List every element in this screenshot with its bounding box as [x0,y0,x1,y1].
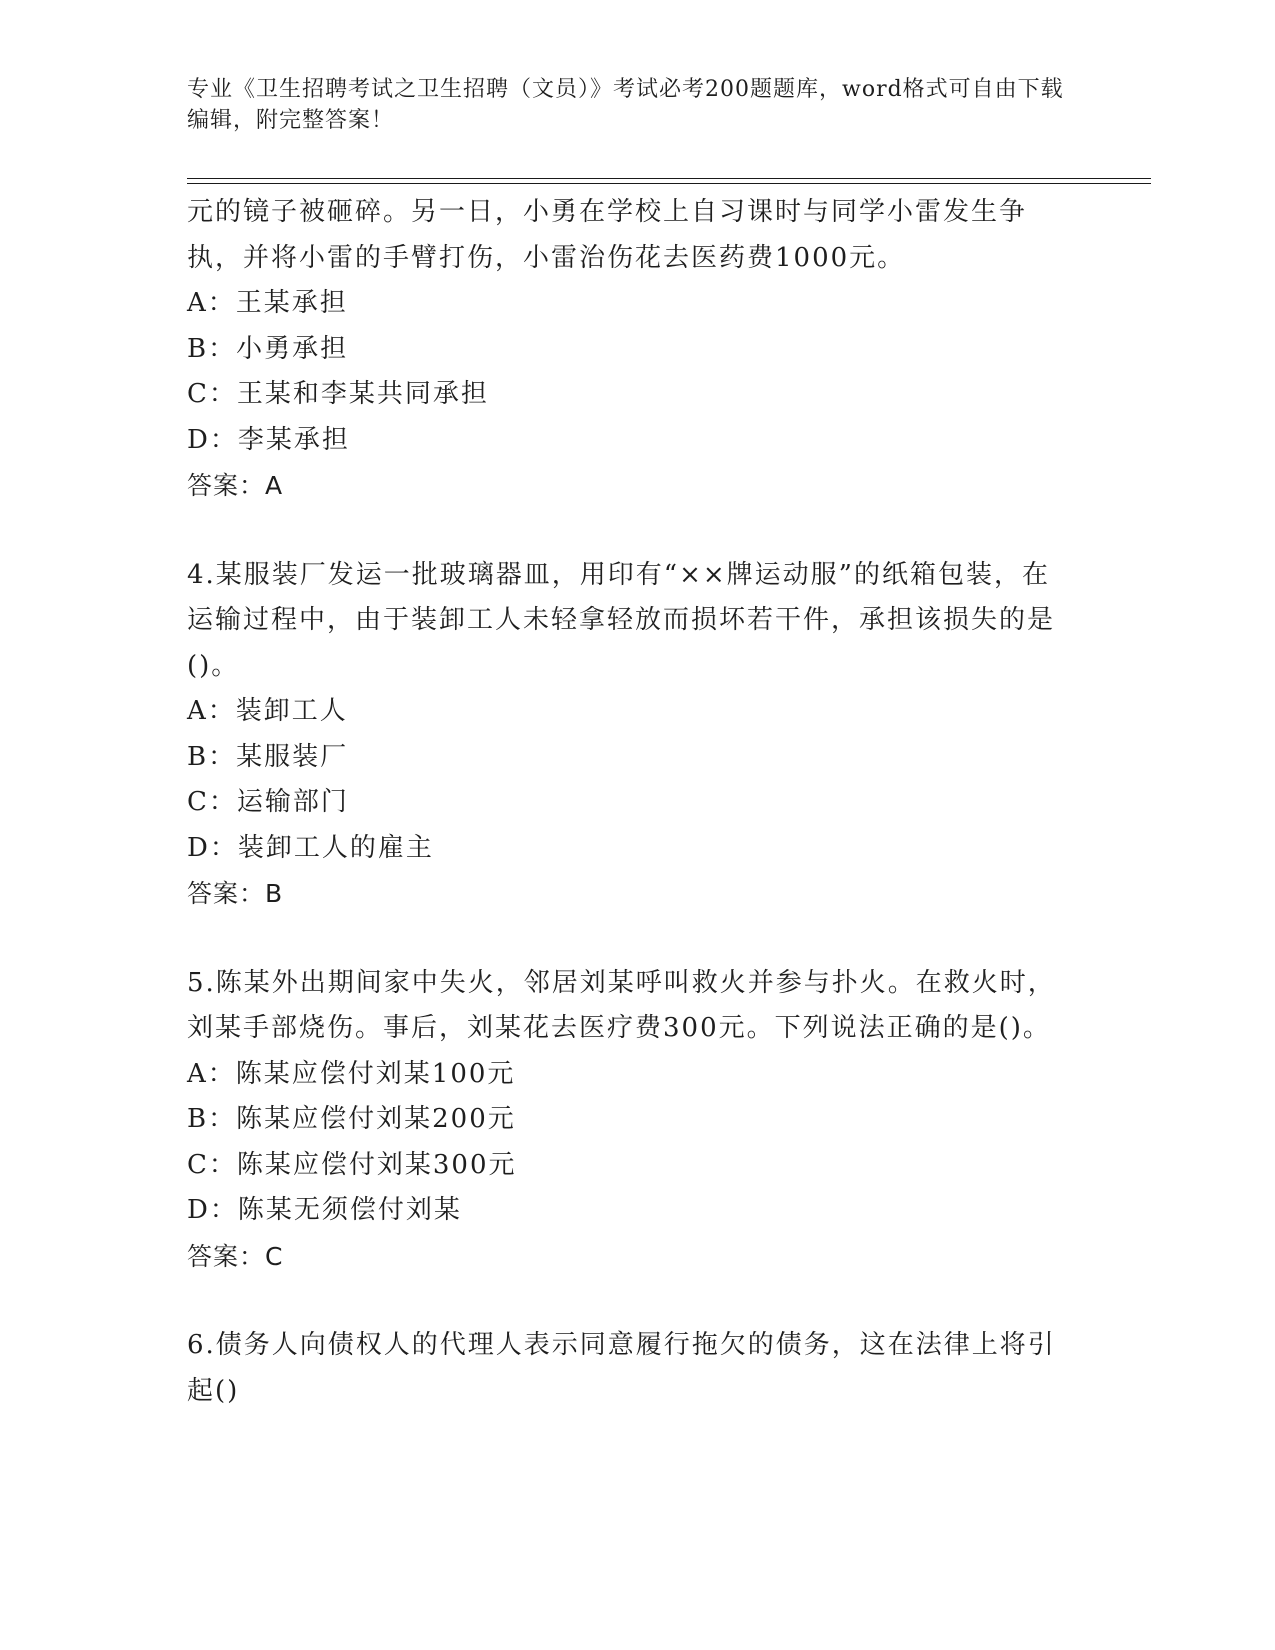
option-d: D：李某承担 [187,424,350,455]
header-divider-top [187,178,1151,179]
question-stem: 4.某服装厂发运一批玻璃器皿，用印有“××牌运动服”的纸箱包装，在运输过程中，由于装卸工人未轻拿轻放而损坏若干件，承担该损失的是()。 [187,559,1056,681]
question-stem: 6.债务人向债权人的代理人表示同意履行拖欠的债务，这在法律上将引起() [187,1330,1056,1406]
answer-line: 答案：A [187,471,284,500]
question-stem: 元的镜子被砸碎。另一日，小勇在学校上自习课时与同学小雷发生争执，并将小雷的手臂打伤，小雷治伤花去医药费1000元。 [187,197,1028,273]
answer-line: 答案：C [187,1241,284,1271]
question-block [187,190,1067,509]
option-b: B：某服装厂 [187,741,349,772]
option-c: C：王某和李某共同承担 [187,379,489,409]
option-d: D：装卸工人的雇主 [187,832,434,863]
question-block [187,1323,1067,1414]
option-d: D：陈某无须偿付刘某 [187,1195,462,1225]
question-stem: 5.陈某外出期间家中失火，邻居刘某呼叫救火并参与扑火。在救火时，刘某手部烧伤。事后，刘某花去医疗费300元。下列说法正确的是()。 [187,967,1056,1043]
header-divider-bottom [187,183,1151,184]
option-a: A：王某承担 [187,288,348,318]
option-b: B：小勇承担 [187,333,349,364]
option-c: C：运输部门 [187,787,349,817]
answer-line: 答案：B [187,879,284,908]
option-a: A：陈某应偿付刘某100元 [187,1058,516,1089]
question-block [187,961,1067,1280]
option-a: A：装卸工人 [187,696,348,726]
question-block [187,553,1067,917]
option-b: B：陈某应偿付刘某200元 [187,1104,516,1134]
page-header-title: 专业《卫生招聘考试之卫生招聘（文员）》考试必考200题题库，word格式可自由下载编辑，附完整答案！ [187,77,1064,133]
document-content [187,190,1067,1414]
option-c: C：陈某应偿付刘某300元 [187,1149,517,1180]
